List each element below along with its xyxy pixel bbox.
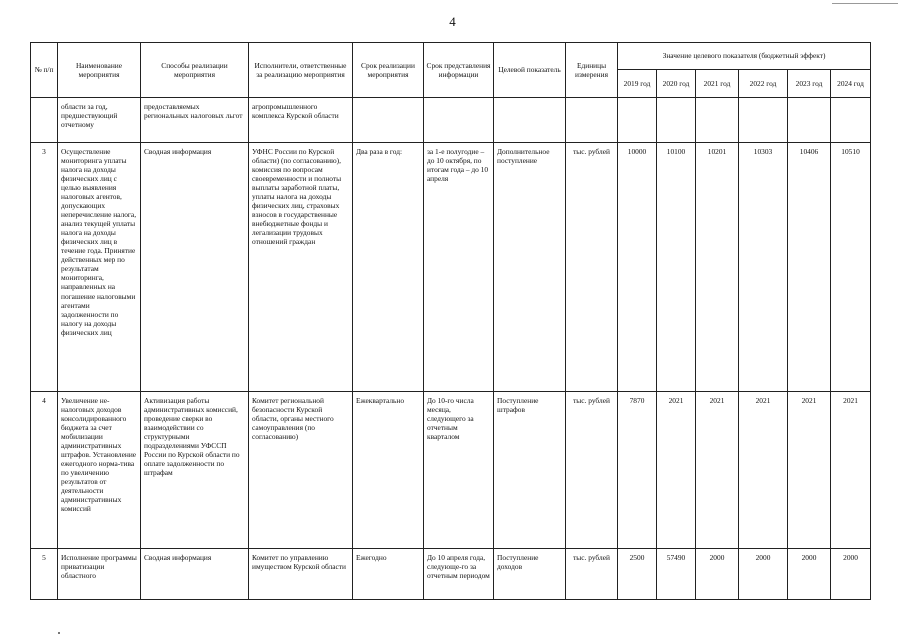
row-value: 2000 [831, 549, 871, 600]
row-value: 10100 [657, 143, 696, 392]
row-name: Увеличение не-налоговых доходов консолидированного бюджета за счет мобилизации административных штрафов. Установление ежегодного норма-тива по увеличению результатов от деятельности административных комиссий [58, 392, 141, 549]
row-indicator: Поступление доходов [494, 549, 566, 600]
row-executors: агропромышленного комплекса Курской области [249, 98, 353, 143]
row-num: 4 [31, 392, 58, 549]
row-value: 2021 [696, 392, 739, 549]
table-row [31, 549, 871, 600]
row-units [566, 98, 618, 143]
row-deadline: Ежеквартально [353, 392, 424, 549]
row-units: тыс. рублей [566, 549, 618, 600]
row-value: 2021 [831, 392, 871, 549]
row-num: 3 [31, 143, 58, 392]
header-methods: Способы реализации мероприятия [141, 43, 249, 98]
header-year: 2021 год [696, 70, 739, 98]
row-value: 10406 [788, 143, 831, 392]
header-indicator: Целевой показатель [494, 43, 566, 98]
header-name: Наименование мероприятия [58, 43, 141, 98]
page-number: 4 [449, 14, 456, 29]
row-deadline: Ежегодно [353, 549, 424, 600]
row-indicator: Поступление штрафов [494, 392, 566, 549]
row-value: 10510 [831, 143, 871, 392]
row-value [657, 98, 696, 143]
header-num: № п/п [31, 43, 58, 98]
row-executors: УФНС России по Курской области) (по согласованию), комиссия по вопросам своевременности и полноты выплаты заработной платы, уплаты налога на доходы физических лиц, страховых взносов в государственные внебюджетные фонды и легализации трудовых отношений граждан [249, 143, 353, 392]
row-executors: Комитет по управлению имуществом Курской области [249, 549, 353, 600]
row-value: 2021 [739, 392, 788, 549]
row-indicator: Дополнительное поступление [494, 143, 566, 392]
header-year: 2023 год [788, 70, 831, 98]
row-report-deadline: за 1-е полугодие – до 10 октября, по итогам года – до 10 апреля [424, 143, 494, 392]
top-edge-line [832, 3, 898, 4]
row-report-deadline [424, 98, 494, 143]
row-value: 2500 [618, 549, 657, 600]
measures-table [30, 42, 871, 600]
header-year: 2019 год [618, 70, 657, 98]
row-methods: Активизация работы административных комиссий, проведение сверки во взаимодействии со структурными подразделениями УФССП России по Курской области по оплате задолженности по штрафам [141, 392, 249, 549]
header-units: Единицы измерения [566, 43, 618, 98]
row-name: Исполнение программы приватизации областного [58, 549, 141, 600]
row-num: 5 [31, 549, 58, 600]
row-value: 2021 [788, 392, 831, 549]
header-row-top [31, 43, 871, 70]
row-value: 2021 [657, 392, 696, 549]
row-value: 7870 [618, 392, 657, 549]
header-year: 2024 год [831, 70, 871, 98]
header-executors: Исполнители, ответственные за реализацию мероприятия [249, 43, 353, 98]
row-value [739, 98, 788, 143]
row-deadline [353, 98, 424, 143]
row-report-deadline: До 10 апреля года, следующе-го за отчетным периодом [424, 549, 494, 600]
row-executors: Комитет региональной безопасности Курской области, органы местного самоуправления (по согласованию) [249, 392, 353, 549]
row-deadline: Два раза в год: [353, 143, 424, 392]
table-row [31, 98, 871, 143]
header-year: 2020 год [657, 70, 696, 98]
table-row [31, 392, 871, 549]
row-value [788, 98, 831, 143]
row-num [31, 98, 58, 143]
row-report-deadline: До 10-го числа месяца, следующего за отчетным кварталом [424, 392, 494, 549]
row-value: 10201 [696, 143, 739, 392]
row-methods: предоставляемых региональных налоговых льгот [141, 98, 249, 143]
row-indicator [494, 98, 566, 143]
row-units: тыс. рублей [566, 143, 618, 392]
table-row [31, 143, 871, 392]
scan-speck [58, 632, 60, 634]
row-value [831, 98, 871, 143]
row-value: 57490 [657, 549, 696, 600]
row-value: 2000 [739, 549, 788, 600]
row-value [696, 98, 739, 143]
row-name: Осуществление мониторинга уплаты налога на доходы физических лиц с целью выявления налоговых агентов, допускающих неперечисление налога, анализ текущей уплаты налога на доходы физических лиц в течение года. Принятие действенных мер по результатам мониторинга, направленных на погашение налоговыми агентами задолженности по налогу на доходы физических лиц [58, 143, 141, 392]
row-name: области за год, предшествующий отчетному [58, 98, 141, 143]
header-report-deadline: Срок представления информации [424, 43, 494, 98]
row-value [618, 98, 657, 143]
row-value: 2000 [696, 549, 739, 600]
row-value: 10000 [618, 143, 657, 392]
row-value: 2000 [788, 549, 831, 600]
row-methods: Сводная информация [141, 549, 249, 600]
header-year: 2022 год [739, 70, 788, 98]
header-deadline: Срок реализации мероприятия [353, 43, 424, 98]
row-methods: Сводная информация [141, 143, 249, 392]
header-target-group: Значение целевого показателя (бюджетный эффект) [618, 43, 871, 70]
row-units: тыс. рублей [566, 392, 618, 549]
row-value: 10303 [739, 143, 788, 392]
